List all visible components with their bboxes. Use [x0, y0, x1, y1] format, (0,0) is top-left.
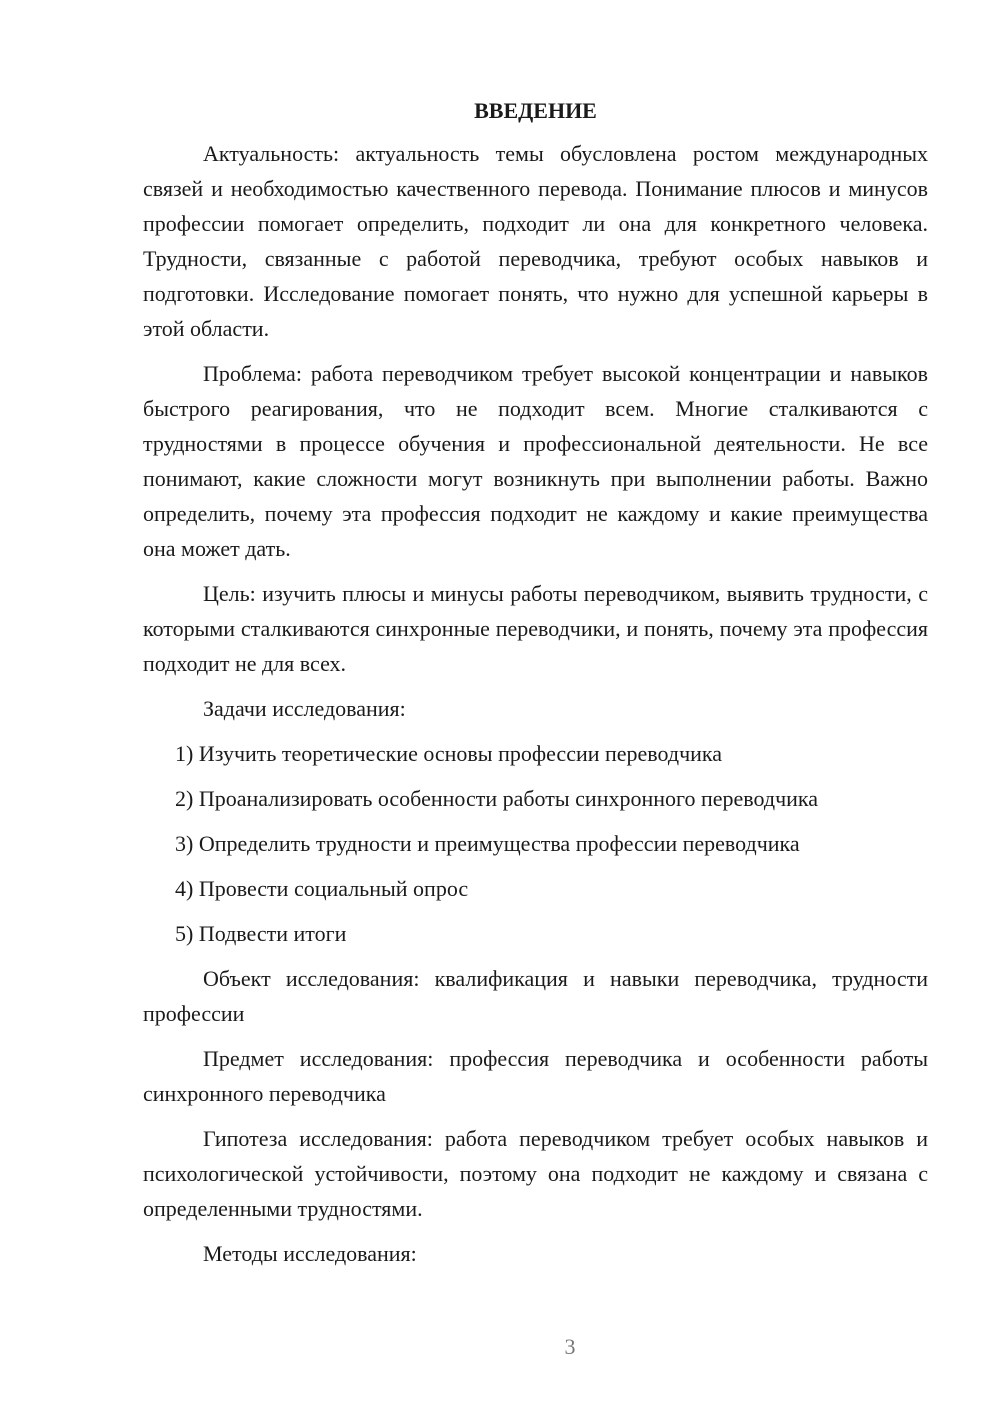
task-item-2: 2) Проанализировать особенности работы синхронного переводчика	[175, 786, 819, 811]
section-title: ВВЕДЕНИЕ	[474, 98, 597, 123]
task-item-1: 1) Изучить теоретические основы профессии переводчика	[175, 741, 723, 766]
paragraph-relevance: Актуальность: актуальность темы обусловлена ростом международных связей и необходимостью качественного перевода. Понимание плюсов и минусов профессии помогает определить, подходит ли она для конкретного человека. Трудности, связанные с работой переводчика, требуют особых навыков и подготовки. Исследование помогает понять, что нужно для успешной карьеры в этой области.	[143, 141, 928, 341]
paragraph-subject: Предмет исследования: профессия переводчика и особенности работы синхронного переводчика	[143, 1046, 928, 1106]
tasks-list	[143, 736, 928, 951]
paragraph-object: Объект исследования: квалификация и навыки переводчика, трудности профессии	[143, 966, 928, 1026]
task-item-5: 5) Подвести итоги	[175, 921, 347, 946]
paragraph-problem: Проблема: работа переводчиком требует высокой концентрации и навыков быстрого реагирования, что не подходит всем. Многие сталкиваются с трудностями в процессе обучения и профессиональной деятельности. Не все понимают, какие сложности могут возникнуть при выполнении работы. Важно определить, почему эта профессия подходит не каждому и какие преимущества она может дать.	[143, 361, 928, 561]
page-number: 3	[564, 1334, 576, 1359]
task-item-4: 4) Провести социальный опрос	[175, 876, 469, 901]
methods-heading: Методы исследования:	[203, 1241, 417, 1266]
tasks-heading: Задачи исследования:	[203, 696, 406, 721]
page-content	[143, 96, 928, 1281]
paragraph-goal: Цель: изучить плюсы и минусы работы переводчиком, выявить трудности, с которыми сталкиваются синхронные переводчики, и понять, почему эта профессия подходит не для всех.	[143, 581, 928, 676]
paragraph-hypothesis: Гипотеза исследования: работа переводчиком требует особых навыков и психологической устойчивости, поэтому она подходит не каждому и связана с определенными трудностями.	[143, 1126, 928, 1221]
task-item-3: 3) Определить трудности и преимущества профессии переводчика	[175, 831, 800, 856]
